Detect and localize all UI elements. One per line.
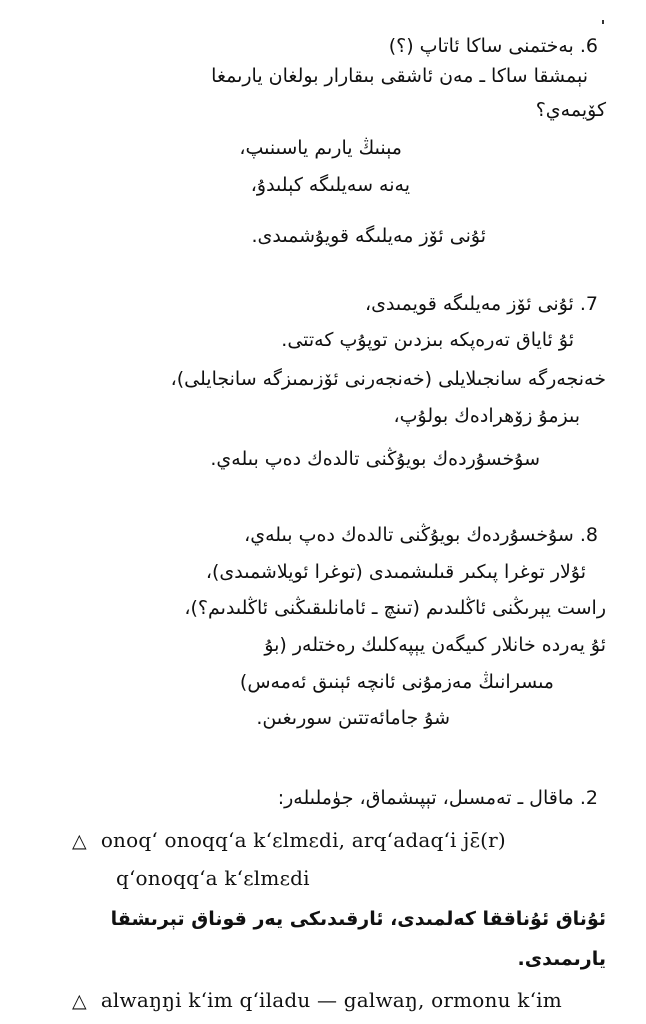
- section-2-heading: 2. ماقال ـ تەمسىل، تېپىشماق، جۈملىلەر:: [277, 787, 598, 809]
- triangle-icon: △: [72, 830, 87, 852]
- section-8-line-1: 8. سۇخسۇردەك بويۇڭنى تالدەك دەپ بىلەي،: [244, 524, 598, 546]
- proverb-1-latin-line-1: [72, 826, 506, 855]
- proverb-2-latin-text: alwaŋŋi k‘im q‘iladu — galwaŋ, ormonu k‘im: [100, 988, 562, 1012]
- section-6-line-2: كۆيمەي؟: [535, 99, 606, 121]
- triangle-icon: △: [72, 990, 87, 1012]
- section-7-line-4: بىزمۇ زۆھرادەك بولۇپ،: [393, 405, 580, 427]
- proverb-1-arabic-line-2: يارىمىدى.: [517, 948, 606, 970]
- section-7-line-5: سۇخسۇردەك بويۇڭنى تالدەك دەپ بىلەي.: [210, 448, 540, 470]
- proverb-1-arabic-line-1: ئۇناق ئۇناققا كەلمىدى، ئارقىدىكى يەر قوناق تېرىشقا: [110, 908, 606, 930]
- section-6-verse-1: مېنىڭ يارىم ياسىنىپ،: [239, 137, 402, 159]
- section-8-line-2: ئۇلار توغرا پىكىر قىلىشمىدى (توغرا ئويلاشمىدى)،: [205, 561, 586, 583]
- section-6-verse-3: ئۇنى ئۆز مەيلىگە قويۇشمىدى.: [251, 225, 486, 247]
- proverb-1-latin-line-2: q‘onoqq‘a k‘εlmεdi: [116, 866, 310, 890]
- section-6-verse-2: يەنە سەيلىگە كېلىدۇ،: [250, 174, 410, 196]
- section-7-line-1: 7. ئۇنى ئۆز مەيلىگە قويمىدى،: [364, 293, 598, 315]
- print-speck: [602, 20, 604, 24]
- section-6-line-1: نېمشقا ساكا ـ مەن ئاشقى بىقارار بولغان يارىمغا: [211, 65, 588, 87]
- section-8-line-6: شۇ جامائەتتىن سورىغىن.: [256, 707, 450, 729]
- proverb-2-latin-line: [72, 986, 562, 1015]
- section-8-line-3: راست يېرىڭنى ئاڭلىدىم (تىنچ ـ ئامانلىقىڭنى ئاڭلىدىم؟)،: [184, 597, 606, 619]
- section-8-line-4: ئۇ يەردە خانلار كىيگەن يېپەكلىك رەختلەر (بۇ: [264, 634, 606, 656]
- section-8-line-5: مىسرانىڭ مەزمۇنى ئانچە ئېنىق ئەمەس): [239, 671, 554, 693]
- section-7-line-2: ئۇ ئاياق تەرەپكە بىزدىن توپۇپ كەتتى.: [281, 329, 574, 351]
- section-7-line-3: خەنجەرگە سانجىلايلى (خەنجەرنى ئۆزىمىزگە سانجايلى)،: [170, 368, 606, 390]
- section-6-heading: 6. بەختمنى ساكا ئاتاپ (؟): [388, 35, 598, 57]
- proverb-1-latin-text: onoq‘ onoqq‘a k‘εlmεdi, arq‘adaq‘i jε̄(r): [100, 828, 506, 852]
